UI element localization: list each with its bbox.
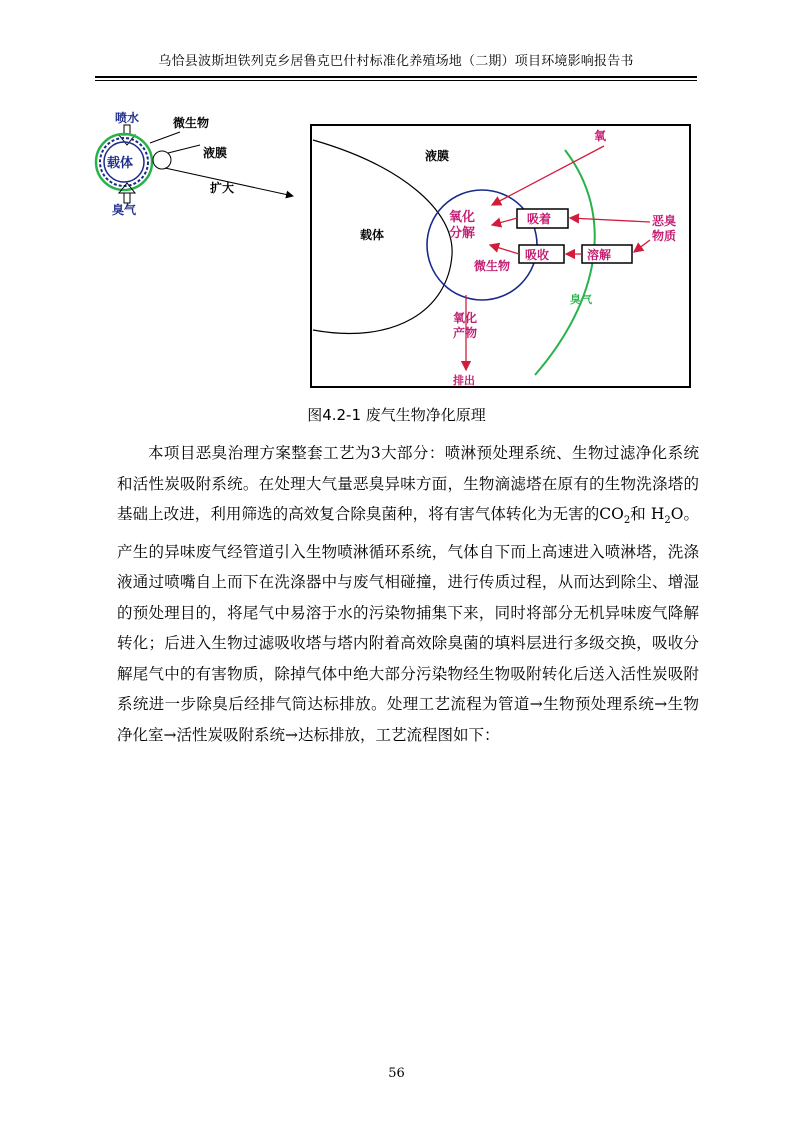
microbe-label: 微生物	[173, 116, 210, 130]
h2o-subscript: 2	[664, 515, 671, 527]
spray-label: 喷水	[115, 111, 140, 125]
dissolve-label: 溶解	[587, 248, 612, 262]
product-label-1: 氧化	[453, 311, 478, 325]
purification-diagram	[0, 0, 793, 400]
oxidize-label-1: 氧化	[449, 210, 476, 225]
carrier-label: 载体	[107, 156, 134, 171]
body-text-part1: 本项目恶臭治理方案整套工艺为3大部分：喷淋预处理系统、生物过滤净化系统和活性炭吸附系统。在处理大气量恶臭异味方面，生物滴滤塔在原有的生物洗涤塔的基础上改进，利用筛选的高效复合除臭菌种，将有害气体转化为无害的CO	[117, 444, 699, 523]
microbe-label-detail: 微生物	[474, 259, 511, 273]
carrier-label-detail: 载体	[360, 228, 385, 242]
film-label: 液膜	[203, 146, 228, 160]
foul-label-2: 物质	[652, 229, 677, 243]
body-text-part3: O。 产生的异味废气经管道引入生物喷淋循环系统，气体自下而上高速进入喷淋塔，洗涤液通过喷嘴自上而下在洗涤器中与废气相碰撞，进行传质过程，从而达到除尘、增湿的预处理目的，将尾气中易溶于水的污染物捕集下来，同时将部分无机异味废气降解转化；后进入生物过滤吸收塔与塔内附着高效除臭菌的填料层进行多级交换，吸收分解尾气中的有害物质，除掉气体中绝大部分污染物经生物吸附转化后送入活性炭吸附系统进一步除臭后经排气筒达标排放。处理工艺流程为管道→生物预处理系统→生物净化室→活性炭吸附系统→达标排放，工艺流程图如下：	[117, 505, 699, 744]
enlarge-label: 扩大	[210, 181, 235, 195]
oxygen-label: 氧	[594, 129, 607, 143]
adsorb-label: 吸着	[527, 212, 552, 226]
small-diagram	[96, 110, 293, 217]
body-text-part2: 和 H	[630, 505, 665, 523]
odor-label-small: 臭气	[112, 203, 137, 217]
page-header: 乌恰县波斯坦铁列克乡居鲁克巴什村标准化养殖场地（二期）项目环境影响报告书	[158, 54, 634, 69]
detail-frame	[311, 125, 690, 387]
odor-label-detail: 臭气	[570, 293, 592, 306]
oxidize-label-2: 分解	[449, 226, 476, 241]
body-paragraph	[117, 438, 699, 750]
detail-diagram	[311, 125, 690, 387]
co2-subscript: 2	[623, 515, 631, 527]
foul-label-1: 恶臭	[652, 214, 677, 228]
film-label-detail: 液膜	[425, 149, 450, 163]
absorb-label: 吸收	[525, 248, 550, 262]
product-label-2: 产物	[453, 326, 478, 340]
page-number: 56	[388, 1066, 405, 1081]
figure-caption: 图4.2-1 废气生物净化原理	[307, 406, 486, 424]
discharge-label: 排出	[453, 374, 475, 387]
